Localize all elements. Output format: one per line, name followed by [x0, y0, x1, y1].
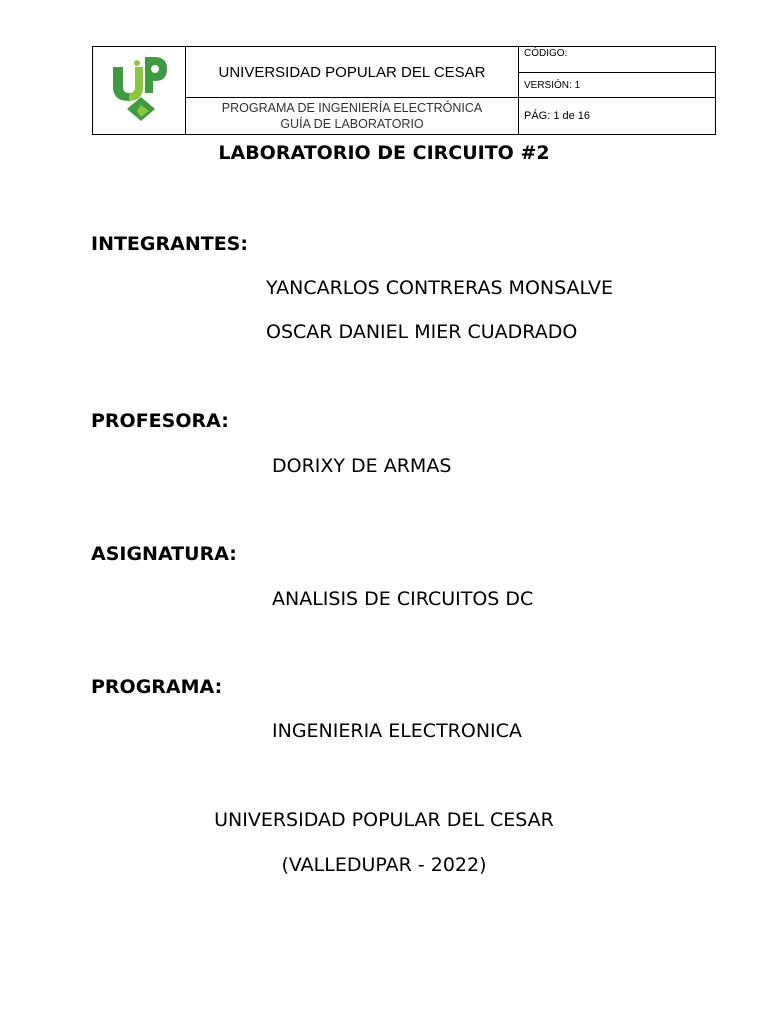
integrantes-label: INTEGRANTES: [91, 233, 248, 255]
footer-city-year: (VALLEDUPAR - 2022) [281, 854, 487, 876]
program-line-2: GUÍA DE LABORATORIO [280, 117, 424, 131]
profesora-name: DORIXY DE ARMAS [272, 455, 452, 477]
asignatura-name: ANALISIS DE CIRCUITOS DC [272, 588, 534, 610]
footer-university: UNIVERSIDAD POPULAR DEL CESAR [214, 809, 554, 831]
integrante-1: YANCARLOS CONTRERAS MONSALVE [266, 277, 614, 299]
codigo-field: CÓDIGO: [519, 47, 715, 73]
logo-cell [93, 47, 186, 134]
document-title: LABORATORIO DE CIRCUITO #2 [218, 142, 550, 164]
programa-name: INGENIERIA ELECTRONICA [272, 720, 522, 742]
programa-label: PROGRAMA: [91, 676, 223, 698]
version-field: VERSIÓN: 1 [519, 73, 715, 98]
document-header [92, 46, 716, 135]
program-cell [186, 98, 519, 134]
university-logo [111, 53, 169, 123]
page-number-field: PÁG: 1 de 16 [524, 110, 591, 122]
asignatura-label: ASIGNATURA: [91, 543, 237, 565]
profesora-label: PROFESORA: [91, 410, 229, 432]
integrante-2: OSCAR DANIEL MIER CUADRADO [266, 321, 578, 343]
program-line-1: PROGRAMA DE INGENIERÍA ELECTRÓNICA [221, 101, 483, 115]
university-name: UNIVERSIDAD POPULAR DEL CESAR [186, 47, 519, 98]
